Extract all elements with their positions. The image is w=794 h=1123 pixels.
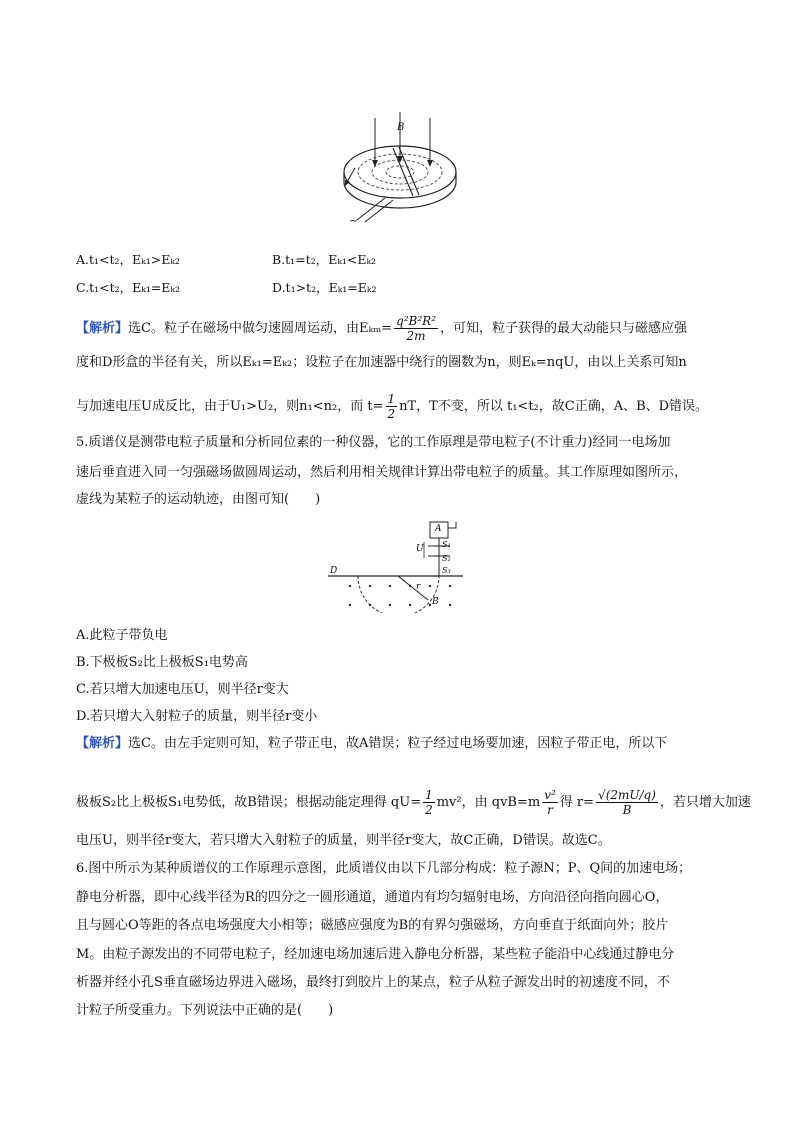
analysis4-line1: 【解析】选C。粒子在磁场中做匀速圆周运动，由Eₖₘ= $\frac{\text{q²B²R²}}{2m}$ ，可知，粒子获得的最大动能只与磁感应强 bbox=[76, 314, 688, 343]
q4-option-c: C.t₁<t₂，Eₖ₁=Eₖ₂ bbox=[76, 280, 180, 295]
cyclotron-figure bbox=[335, 110, 465, 230]
label-wave: ~ bbox=[349, 214, 359, 227]
analysis4-line2: 度和D形盒的半径有关，所以Eₖ₁=Eₖ₂；设粒子在加速器中绕行的圈数为n，则Eₖ=nqU，由以上关系可知n bbox=[76, 355, 687, 370]
question5-line1: 5.质谱仪是测带电粒子质量和分析同位素的一种仪器，它的工作原理是带电粒子(不计重力)经同一电场加 bbox=[76, 435, 671, 450]
question6-line5: 析器并经小孔S垂直磁场边界进入磁场，最终打到胶片上的某点，粒子从粒子源发出时的初速度不同，不 bbox=[76, 975, 670, 990]
question6-line6: 计粒子所受重力。下列说法中正确的是( ) bbox=[76, 1003, 334, 1018]
label-d: D bbox=[330, 566, 338, 576]
label-u: U bbox=[416, 544, 424, 554]
analysis5-line1: 【解析】选C。由左手定则可知，粒子带正电，故A错误；粒子经过电场要加速，因粒子带正电，所以下 bbox=[76, 736, 668, 751]
mass-spectrometer-figure bbox=[328, 518, 468, 613]
q4-option-a: A.t₁<t₂，Eₖ₁>Eₖ₂ bbox=[76, 252, 180, 267]
label-b: B bbox=[397, 122, 405, 133]
fraction: $\frac{1}{2}$ bbox=[425, 788, 433, 817]
question6-line4: M。由粒子源发出的不同带电粒子，经加速电场加速后进入静电分析器，某些粒子能沿中心线通过静电分 bbox=[76, 947, 675, 962]
question5-line2: 速后垂直进入同一匀强磁场做圆周运动，然后利用相关规律计算出带电粒子的质量。其工作原理如图所示， bbox=[76, 465, 688, 480]
analysis4-line3: 与加速电压U成反比，由于U₁>U₂，则n₁<n₂，而 t= $\frac{1}{2}$ nT，T不变，所以 t₁<t₂，故C正确，A、B、D错误。 bbox=[76, 392, 709, 421]
label-r: r bbox=[416, 582, 421, 592]
label-s1: S₁ bbox=[442, 540, 451, 549]
q5-option-c: C.若只增大加速电压U，则半径r变大 bbox=[76, 682, 289, 697]
fraction: $\frac{1}{2}$ bbox=[387, 392, 396, 421]
question6-line3: 且与圆心O等距的各点电场强度大小相等；磁感应强度为B的有界匀强磁场，方向垂直于纸面向外；胶片 bbox=[76, 918, 669, 933]
fraction: $\frac{\text{q²B²R²}}{2m}$ bbox=[396, 314, 437, 343]
analysis5-line2: 极板S₂比上极板S₁电势低，故B错误；根据动能定理得 qU= $\frac{1}{2}$ mv²，由 qvB=m $\frac{\text{v²}}{r}$ 得 r= $\frac{√(2mU/q)}{B}$ ，若只增大加速 bbox=[76, 788, 751, 817]
fraction: $\frac{\text{v²}}{r}$ bbox=[544, 788, 556, 817]
label-b: B bbox=[432, 597, 439, 607]
analysis-tag: 【解析】 bbox=[76, 321, 129, 336]
fraction: $\frac{√(2mU/q)}{B}$ bbox=[598, 788, 656, 817]
q4-option-d: D.t₁>t₂，Eₖ₁=Eₖ₂ bbox=[272, 280, 377, 295]
label-s3: S₃ bbox=[442, 566, 451, 575]
analysis5-line3: 电压U，则半径r变大，若只增大入射粒子的质量，则半径r变大，故C正确，D错误。故选C。 bbox=[76, 833, 611, 848]
q5-option-d: D.若只增大入射粒子的质量，则半径r变小 bbox=[76, 709, 318, 724]
question5-line3: 虚线为某粒子的运动轨迹，由图可知( ) bbox=[76, 492, 321, 507]
analysis-tag: 【解析】 bbox=[76, 736, 129, 751]
q5-option-a: A.此粒子带负电 bbox=[76, 628, 168, 643]
q5-option-b: B.下极板S₂比上极板S₁电势高 bbox=[76, 655, 248, 670]
label-a: A bbox=[435, 524, 442, 534]
question6-line1: 6.图中所示为某种质谱仪的工作原理示意图，此质谱仪由以下几部分构成：粒子源N；P、Q间的加速电场； bbox=[76, 861, 692, 876]
label-s2: S₂ bbox=[442, 554, 451, 563]
q4-option-b: B.t₁=t₂，Eₖ₁<Eₖ₂ bbox=[272, 252, 377, 267]
question6-line2: 静电分析器，即中心线半径为R的四分之一圆形通道，通道内有均匀辐射电场，方向沿径向指向圆心O， bbox=[76, 890, 669, 905]
